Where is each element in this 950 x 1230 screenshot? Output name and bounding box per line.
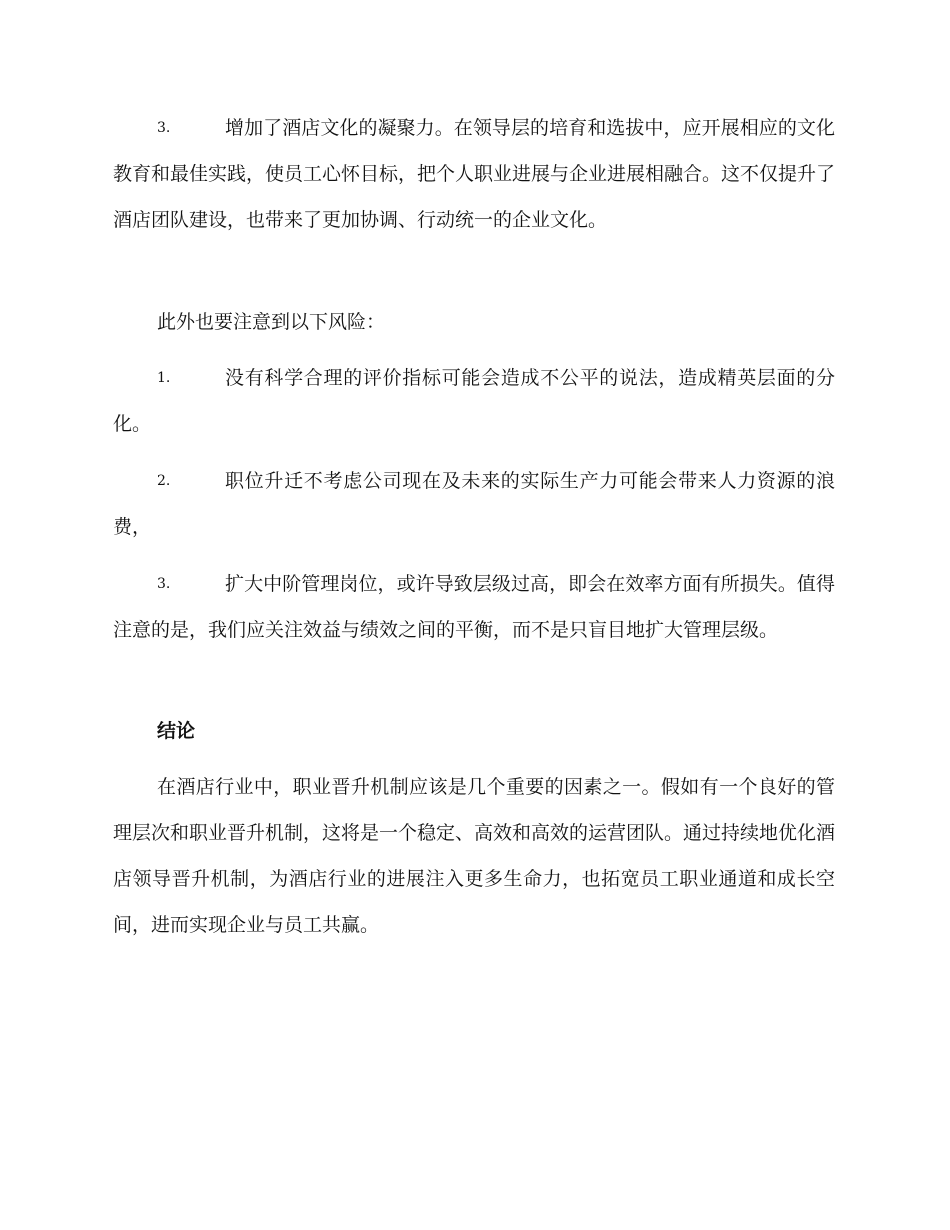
list-item-risk-2 xyxy=(113,458,835,550)
list-item-text: 职位升迁不考虑公司现在及未来的实际生产力可能会带来人力资源的浪费， xyxy=(113,470,835,538)
list-number: 2. xyxy=(157,473,171,489)
list-item-culture-cohesion xyxy=(113,105,835,243)
list-number: 3. xyxy=(157,120,171,136)
conclusion-paragraph: 在酒店行业中，职业晋升机制应该是几个重要的因素之一。假如有一个良好的管理层次和职业晋升机制，这将是一个稳定、高效和高效的运营团队。通过持续地优化酒店领导晋升机制，为酒店行业的进展注入更多生命力，也拓宽员工职业通道和成长空间，进而实现企业与员工共赢。 xyxy=(113,776,836,936)
list-number: 1. xyxy=(157,370,171,386)
list-item-text: 没有科学合理的评价指标可能会造成不公平的说法，造成精英层面的分化。 xyxy=(113,367,835,435)
conclusion-heading: 结论 xyxy=(157,720,196,742)
list-item-risk-3 xyxy=(113,561,835,653)
list-item-text: 扩大中阶管理岗位，或许导致层级过高，即会在效率方面有所损失。值得注意的是，我们应关注效益与绩效之间的平衡，而不是只盲目地扩大管理层级。 xyxy=(113,573,835,641)
list-item-text: 增加了酒店文化的凝聚力。在领导层的培育和选拔中，应开展相应的文化教育和最佳实践，使员工心怀目标，把个人职业进展与企业进展相融合。这不仅提升了酒店团队建设，也带来了更加协调、行动统一的企业文化。 xyxy=(113,117,836,231)
list-item-risk-1 xyxy=(113,355,835,447)
list-number: 3. xyxy=(157,576,171,592)
risk-intro-paragraph: 此外也要注意到以下风险： xyxy=(157,311,386,333)
